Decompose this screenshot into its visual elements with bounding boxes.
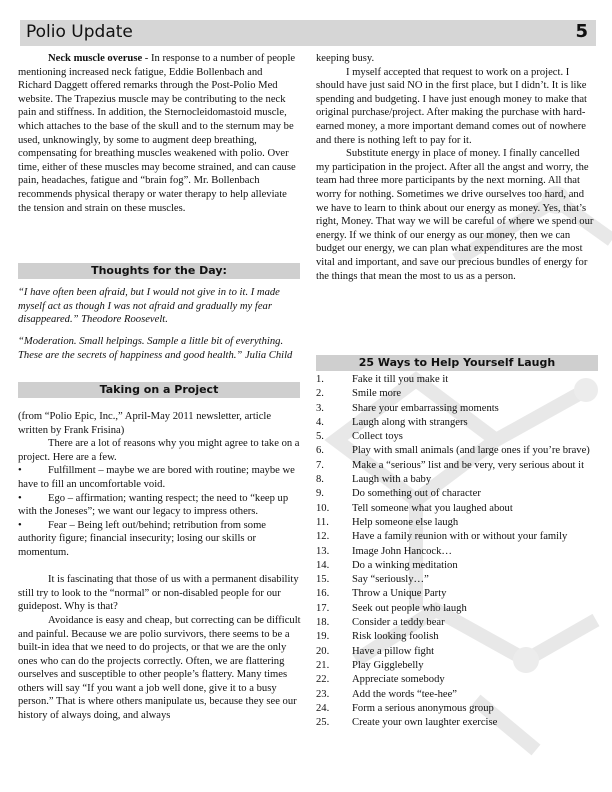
- list-item: [316, 688, 598, 702]
- laugh-title: 25 Ways to Help Yourself Laugh: [358, 356, 556, 369]
- list-item: [316, 402, 598, 416]
- list-item: [316, 559, 598, 573]
- list-item-text: Share your embarrassing moments: [352, 402, 499, 414]
- list-item-text: Play with small animals (and large ones if you’re brave): [352, 445, 590, 457]
- list-item-text: Collect toys: [352, 431, 403, 443]
- article-intro: There are a lot of reasons why you might agree to take on a project. Here are a few.: [18, 438, 300, 463]
- list-item: [316, 659, 598, 673]
- list-item-number: 5.: [316, 431, 324, 443]
- list-item: [316, 430, 598, 444]
- list-item-number: 18.: [316, 617, 330, 629]
- bullet-fear: • Fear – Being left out/behind; retribution from some authority figure; financial insecurity; losing our skills or momentum.: [18, 519, 267, 558]
- list-item-number: 4.: [316, 416, 324, 428]
- paragraph-accepted: I myself accepted that request to work on a project. I should have just said NO in the first place, but I didn’t. It is like spending and budgeting. I have just enough money to make that original purchase/project. After making the purchase with hard-earned money, a more important demand comes out of nowhere and there is nothing left to pay for it.: [316, 66, 587, 146]
- list-item-number: 21.: [316, 659, 330, 671]
- thoughts-title: Thoughts for the Day:: [91, 264, 227, 277]
- list-item-number: 13.: [316, 545, 330, 557]
- list-item-text: Help someone else laugh: [352, 516, 459, 528]
- list-item-number: 3.: [316, 402, 324, 414]
- list-item: [316, 444, 598, 458]
- list-item-text: Do something out of character: [352, 488, 481, 500]
- list-item: [316, 416, 598, 430]
- bullet-fulfillment: • Fulfillment – maybe we are bored with routine; maybe we have to fill an uncomfortable void.: [18, 465, 295, 490]
- list-item: [316, 373, 598, 387]
- laugh-list: [316, 373, 598, 730]
- list-item: [316, 602, 598, 616]
- article-source: (from “Polio Epic, Inc.,” April-May 2011 newsletter, article written by Frank Frisina): [18, 411, 272, 436]
- thoughts-banner: [18, 263, 300, 279]
- article-heading: Neck muscle overuse: [48, 53, 143, 64]
- list-item-number: 1.: [316, 374, 324, 385]
- list-item: [316, 702, 598, 716]
- list-item-text: Appreciate somebody: [352, 674, 445, 686]
- list-item-text: Consider a teddy bear: [352, 617, 445, 629]
- list-item: [316, 473, 598, 487]
- list-item-number: 22.: [316, 674, 330, 686]
- list-item: [316, 459, 598, 473]
- list-item-number: 6.: [316, 445, 324, 457]
- quote-roosevelt: “I have often been afraid, but I would not give in to it. I made myself act as though I was not afraid and gradually my fear disappeared.” Theodore Roosevelt.: [18, 287, 280, 326]
- list-item-text: Create your own laughter exercise: [352, 717, 498, 729]
- newsletter-title: Polio Update: [26, 22, 133, 42]
- list-item-text: Have a family reunion with or without your family: [352, 531, 568, 543]
- page-number: 5: [575, 21, 588, 42]
- list-item-number: 2.: [316, 388, 324, 400]
- list-item-number: 8.: [316, 474, 324, 486]
- list-item-text: Say “seriously…”: [352, 574, 429, 586]
- bullet-ego: • Ego – affirmation; wanting respect; the need to “keep up with the Joneses”; we want our legacy to impress others.: [18, 492, 289, 518]
- list-item-text: Do a winking meditation: [352, 559, 458, 571]
- project-banner: [18, 382, 300, 398]
- laugh-banner: [316, 355, 598, 371]
- list-item: [316, 630, 598, 644]
- list-item: [316, 673, 598, 687]
- list-item-number: 23.: [316, 688, 330, 700]
- list-item-text: Risk looking foolish: [352, 631, 439, 643]
- list-item-text: Form a serious anonymous group: [352, 702, 494, 714]
- project-title: Taking on a Project: [99, 383, 219, 396]
- list-item-text: Play Gigglebelly: [352, 659, 424, 671]
- list-item-number: 11.: [316, 516, 329, 528]
- list-item-number: 20.: [316, 645, 330, 657]
- list-item: [316, 645, 598, 659]
- list-item-number: 10.: [316, 502, 330, 514]
- list-item-text: Fake it till you make it: [352, 374, 449, 385]
- list-item-number: 17.: [316, 602, 330, 614]
- list-item-text: Smile more: [352, 388, 402, 400]
- list-item: [316, 545, 598, 559]
- paragraph-substitute: Substitute energy in place of money. I finally cancelled my participation in the project. After all the angst and worry, the team had three more participants by the next morning. All that worry for nothing. Sometimes we drive ourselves too hard, and we have to learn to think about our energy as money. Yes, that’s right, Money. That way we will be careful of where we spend our energy. If we think of our energy as our money, then we can budget our energy, we can plan what expenditures are the most vital and important, and save our precious bundles of energy for the things that mean the most to us as a person.: [316, 148, 594, 282]
- list-item: [316, 502, 598, 516]
- list-item-number: 25.: [316, 717, 330, 729]
- list-item-number: 15.: [316, 574, 330, 586]
- neck-muscle-article: [18, 52, 298, 215]
- paragraph-avoidance: Avoidance is easy and cheap, but correcting can be difficult and painful. Because we are polio survivors, there seems to be a built-in idea that we need to do projects, or that we are the only ones who can do the projects correctly. Often, we are flattering ourselves and susceptible to other people’s flattery. Many times others will say “If you want a job well done, give it to a busy person.” That is where others manipulate us, because they see our history of always doing, and always: [18, 614, 301, 722]
- page-header: [20, 20, 596, 46]
- list-item: [316, 616, 598, 630]
- list-item-number: 24.: [316, 702, 330, 714]
- list-item-text: Laugh along with strangers: [352, 416, 468, 428]
- list-item-text: Throw a Unique Party: [352, 588, 447, 600]
- list-item: [316, 516, 598, 530]
- list-item: [316, 530, 598, 544]
- list-item-number: 16.: [316, 588, 330, 600]
- list-item-text: Add the words “tee-hee”: [352, 688, 458, 700]
- list-item-number: 12.: [316, 531, 330, 543]
- list-item-number: 14.: [316, 559, 330, 571]
- list-item-text: Image John Hancock…: [352, 545, 453, 557]
- list-item: [316, 716, 598, 730]
- list-item-number: 19.: [316, 631, 330, 643]
- list-item: [316, 487, 598, 501]
- paragraph-disability: It is fascinating that those of us with a permanent disability still try to look to the “normal” or non-disabled people for our guidepost. Why is that?: [18, 574, 299, 613]
- list-item: [316, 573, 598, 587]
- project-article-continued: [316, 52, 594, 283]
- article-text: - In response to a number of people mentioning increased neck fatigue, Eddie Bollenbach and Richard Daggett offered remarks through the Post-Polio Med website. The Trapezius muscle may be contributing to the neck pain and stiffness. In addition, the Sternocleidomastoid muscle, which attaches to the base of the skull and to the sternum may be used, unknowingly, by some to augment deep breathing, compensating for breathing muscles weakened with polio. Over time, either of these muscles may become strained, and can cause pain, headaches, fatigue and “brain fog”. Mr. Bollenbach recommends physical therapy or water therapy to help alleviate the tension and strain on these muscles.: [18, 53, 296, 214]
- list-item-text: Make a “serious” list and be very, very serious about it: [352, 459, 585, 471]
- continued-text: keeping busy.: [316, 53, 375, 64]
- project-article: [18, 410, 302, 723]
- list-item-number: 7.: [316, 459, 324, 471]
- list-item-text: Laugh with a baby: [352, 474, 432, 486]
- quote-julia-child: “Moderation. Small helpings. Sample a little bit of everything. These are the secrets of happiness and good health.” Julia Child: [18, 336, 293, 361]
- list-item: [316, 587, 598, 601]
- list-item-text: Tell someone what you laughed about: [352, 502, 513, 514]
- list-item-text: Have a pillow fight: [352, 645, 435, 657]
- list-item: [316, 387, 598, 401]
- list-item-text: Seek out people who laugh: [352, 602, 467, 614]
- list-item-number: 9.: [316, 488, 324, 500]
